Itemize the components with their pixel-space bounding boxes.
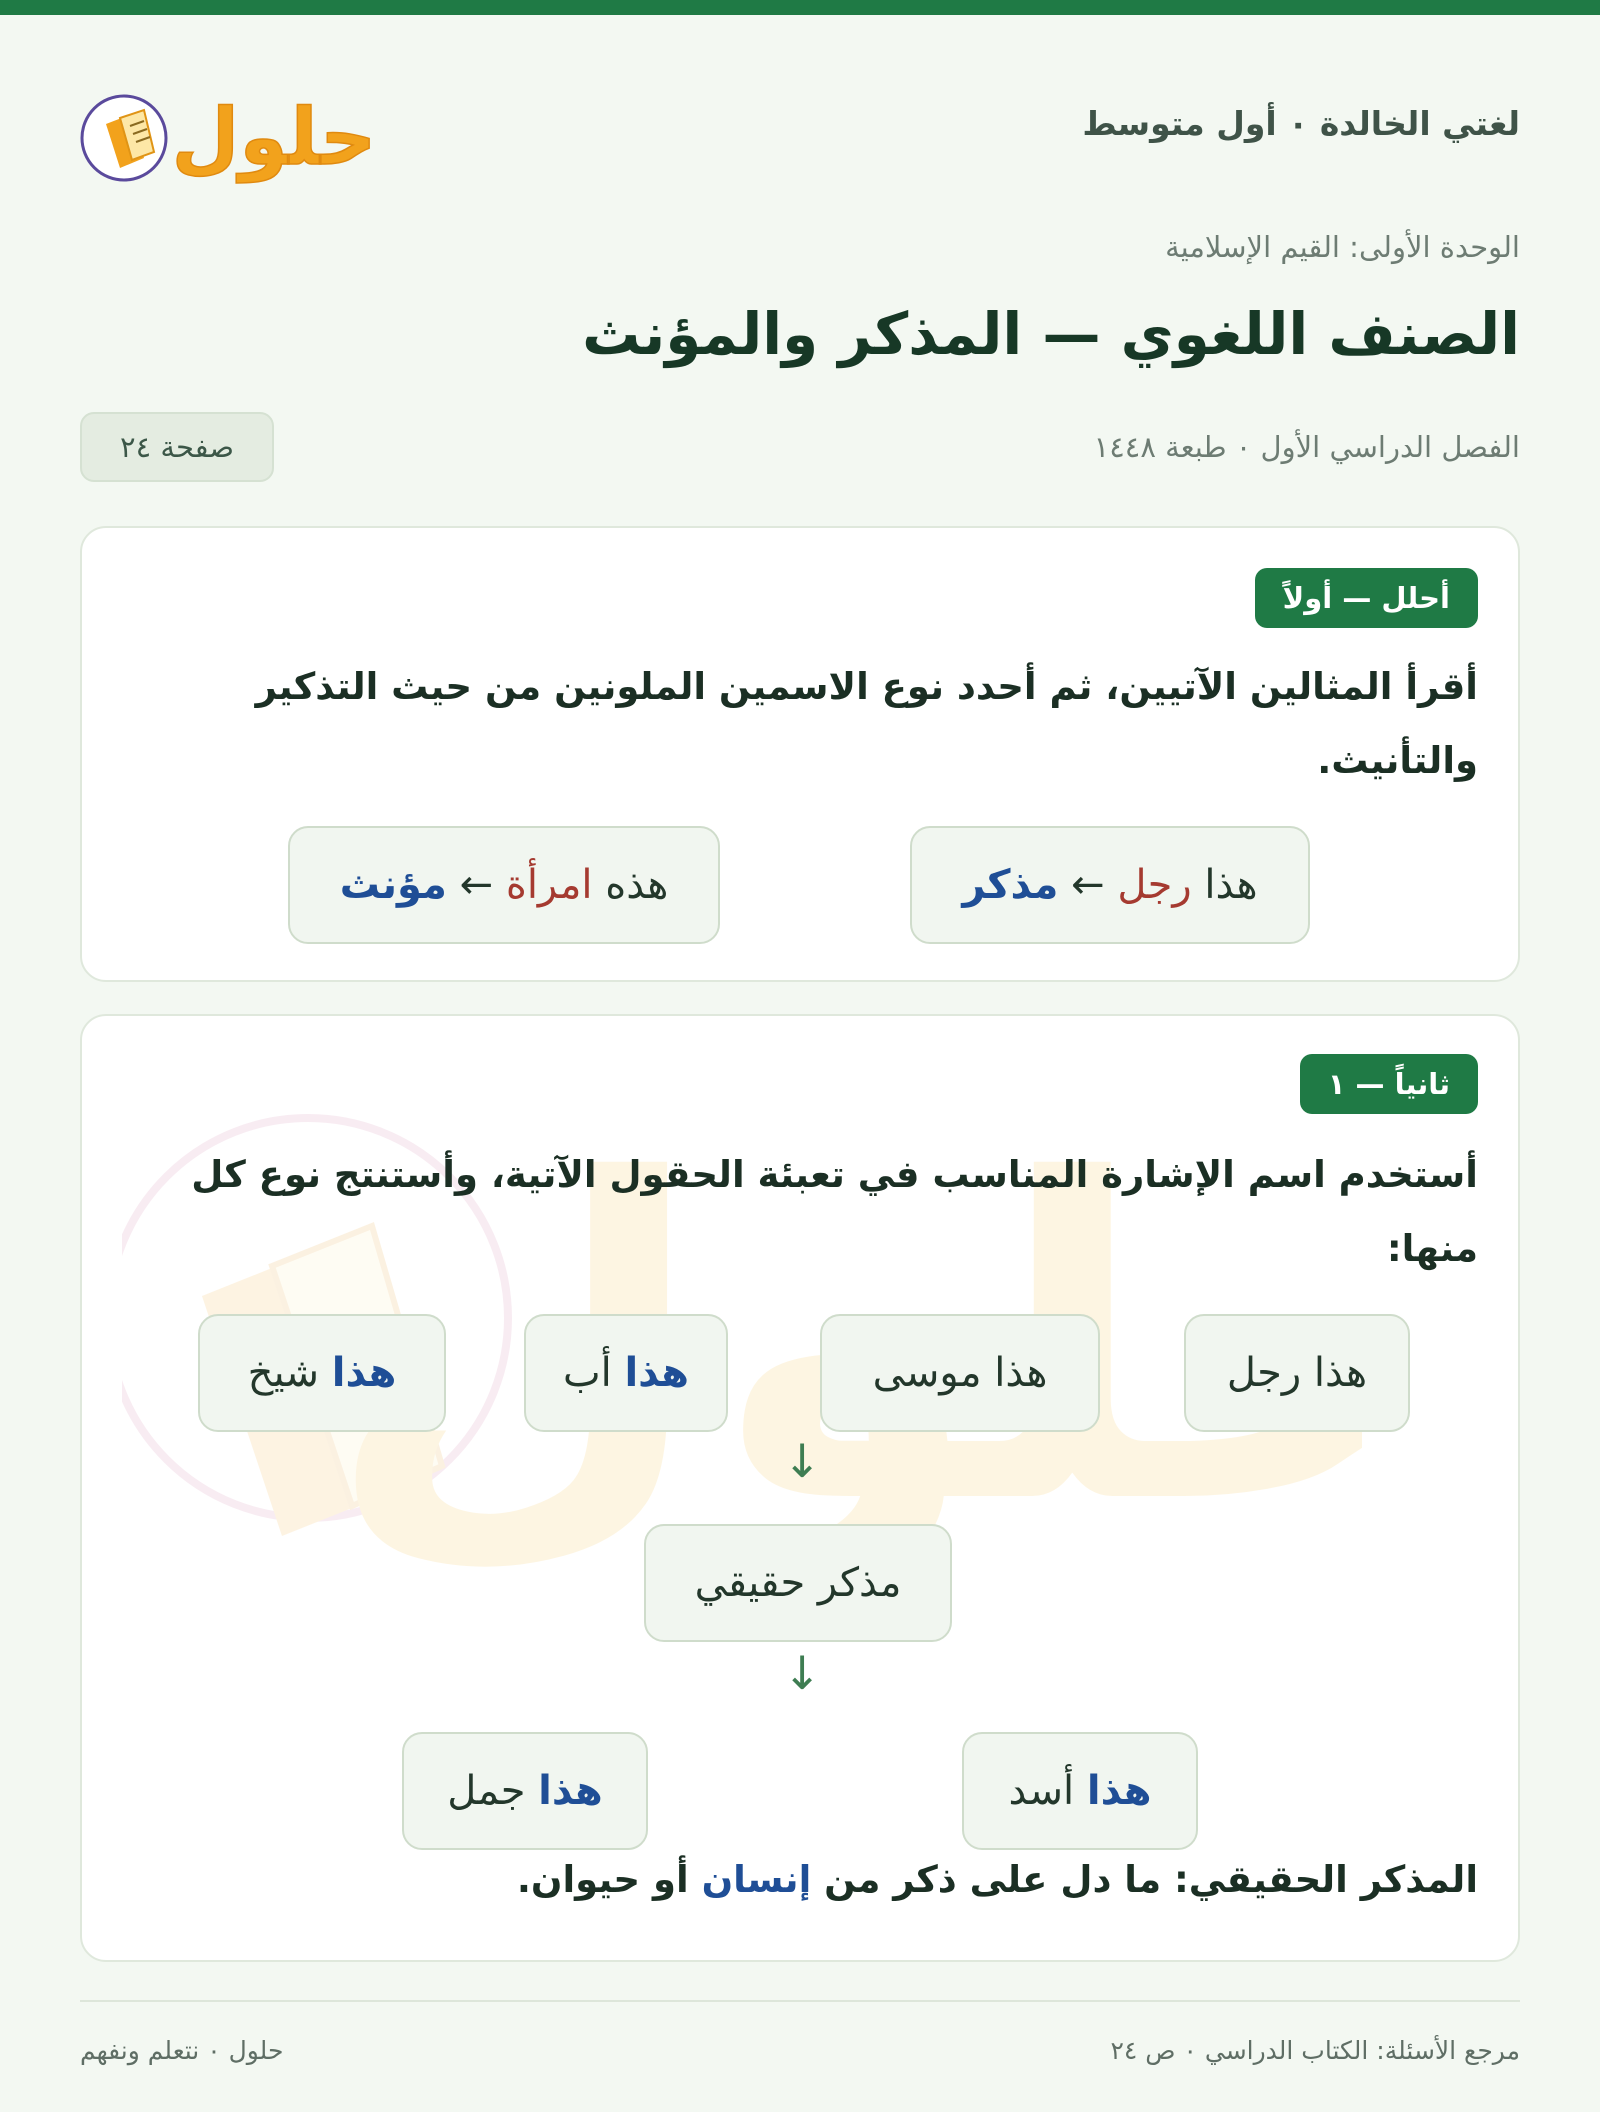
gender-answer: مذكر <box>962 862 1059 908</box>
top-accent-bar <box>0 0 1600 15</box>
page-title: الصنف اللغوي — المذكر والمؤنث <box>582 300 1520 368</box>
footer-divider <box>80 2000 1520 2002</box>
noun-word: أب <box>562 1350 612 1396</box>
example-box-feminine <box>288 826 720 944</box>
analysis-card <box>80 526 1520 982</box>
demonstrative-word: هذه <box>605 862 669 908</box>
example-text: هذا رجل <box>1226 1350 1368 1396</box>
fill-box <box>524 1314 728 1432</box>
fill-box <box>962 1732 1198 1850</box>
definition-text <box>517 1858 1478 1901</box>
fill-box <box>198 1314 446 1432</box>
arrow-down-icon: ↓ <box>782 1434 822 1488</box>
noun-word: شيخ <box>247 1350 320 1396</box>
filled-demonstrative: هذا <box>1086 1768 1152 1814</box>
filled-demonstrative: هذا <box>331 1350 397 1396</box>
result-box <box>644 1524 952 1642</box>
definition-highlight: إنسان <box>701 1858 812 1901</box>
filled-demonstrative: هذا <box>538 1768 603 1814</box>
svg-text:حلول: حلول <box>171 93 377 183</box>
arrow-left-icon: ← <box>1071 862 1105 908</box>
unit-label: الوحدة الأولى: القيم الإسلامية <box>1165 230 1520 264</box>
result-text: مذكر حقيقي <box>694 1560 902 1606</box>
page-header <box>80 60 1520 190</box>
arrow-left-icon: ← <box>459 862 494 908</box>
footer-brand: حلول ٠ نتعلم ونفهم <box>80 2036 284 2065</box>
exercise-instruction: أستخدم اسم الإشارة المناسب في تعبئة الحقول الآتية، وأستنتج نوع كل منها: <box>191 1153 1478 1270</box>
definition-part: أو حيوان. <box>516 1858 689 1901</box>
exercise-card <box>80 1014 1520 1962</box>
section-badge: ثانياً — ١ <box>1300 1054 1478 1114</box>
book-series-title: لغتي الخالدة ٠ أول متوسط <box>1082 104 1520 143</box>
gender-answer: مؤنث <box>339 862 447 908</box>
section-badge: أحلل — أولاً <box>1255 568 1478 628</box>
example-box-masculine <box>910 826 1310 944</box>
footer-reference: مرجع الأسئلة: الكتاب الدراسي ٠ ص ٢٤ <box>1110 2036 1520 2065</box>
hulul-logo <box>80 66 380 186</box>
analysis-instruction: أقرأ المثالين الآتيين، ثم أحدد نوع الاسمين الملونين من حيث التذكير والتأنيث. <box>255 665 1478 782</box>
example-box <box>1184 1314 1410 1432</box>
colored-noun: امرأة <box>505 862 593 908</box>
filled-demonstrative: هذا <box>624 1350 690 1396</box>
semester-edition: الفصل الدراسي الأول ٠ طبعة ١٤٤٨ <box>1093 430 1520 464</box>
arrow-down-icon: ↓ <box>782 1646 822 1700</box>
example-text: هذا موسى <box>872 1350 1048 1396</box>
noun-word: جمل <box>447 1768 526 1814</box>
definition-part: المذكر الحقيقي: ما دل على ذكر من <box>824 1858 1478 1901</box>
colored-noun: رجل <box>1117 862 1192 908</box>
fill-box <box>402 1732 648 1850</box>
example-box <box>820 1314 1100 1432</box>
demonstrative-word: هذا <box>1204 862 1258 908</box>
noun-word: أسد <box>1008 1768 1075 1814</box>
page-number-badge: صفحة ٢٤ <box>80 412 274 482</box>
